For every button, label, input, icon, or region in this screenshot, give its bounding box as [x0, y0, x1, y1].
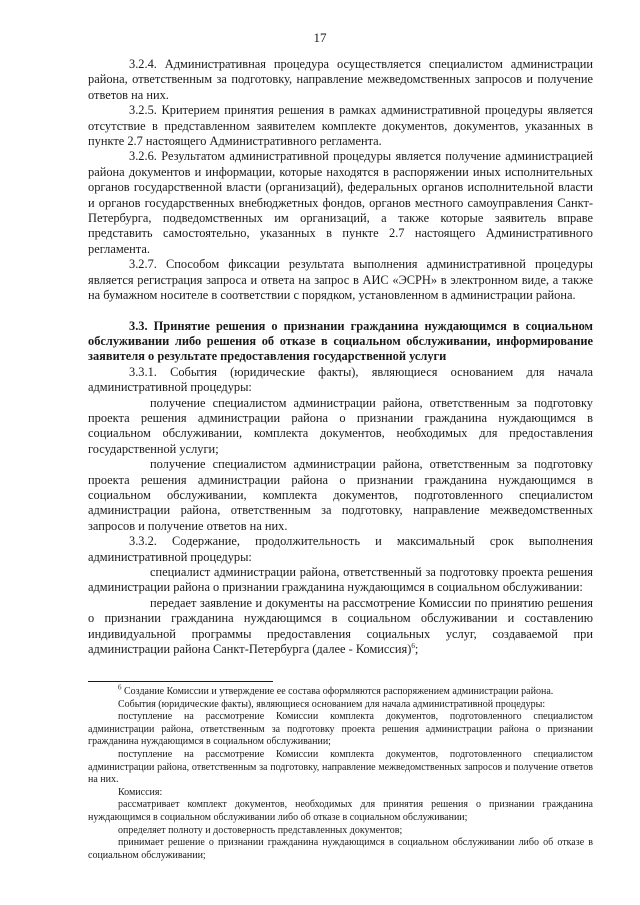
footnote-mark-6: 6 — [118, 683, 122, 692]
footnote-divider — [88, 681, 273, 682]
footnote-receipt-1: поступление на рассмотрение Комиссии комплекта документов, подготовленного специалистом администрации района, ответственным за подготовку проекта решения администрации района о признании гражданина нуждающимся в социальном обслуживании; — [88, 711, 593, 748]
footnote-decides: принимает решение о признании гражданина нуждающимся в социальном обслуживании либо об отказе в социальном обслуживании; — [88, 837, 593, 861]
footnote-6 — [88, 683, 593, 699]
transfer-text: передает заявление и документы на рассмотрение Комиссии по принятию решения о признании гражданина нуждающимся в социальном обслуживании и составлению индивидуальной программы предоставления социальных услуг, создаваемой при администрации района Санкт-Петербурга (далее - Комиссия) — [88, 595, 593, 657]
paragraph-3-2-4: 3.2.4. Административная процедура осуществляется специалистом администрации района, ответственным за подготовку, направление межведомственных запросов и получение ответов на них. — [88, 57, 593, 102]
paragraph-receipt-prepared-set: получение специалистом администрации района, ответственным за подготовку проекта решения администрации района о признании гражданина нуждающимся в социальном обслуживании, комплекта документов, подготовленного специалистом администрации района, ответственным за подготовку, направление межведомственных запросов и получение ответов на них. — [88, 457, 593, 533]
paragraph-3-3-1: 3.3.1. События (юридические факты), являющиеся основанием для начала административной процедуры: — [88, 364, 593, 395]
footnote-receipt-2: поступление на рассмотрение Комиссии комплекта документов, подготовленного специалистом администрации района, ответственным за подготовку, направление межведомственных запросов и получение ответов на них. — [88, 748, 593, 786]
footnote-commission: Комиссия: — [118, 786, 163, 798]
footnotes — [88, 683, 593, 862]
main-text — [88, 57, 593, 657]
transfer-end: ; — [414, 642, 419, 657]
footnote-events: События (юридические факты), являющиеся основанием для начала административной процедуры: — [118, 698, 546, 710]
paragraph-specialist: специалист администрации района, ответственный за подготовку проекта решения администрации района о признании гражданина нуждающимся в социальном обслуживании: — [88, 565, 593, 595]
paragraph-3-3-2: 3.3.2. Содержание, продолжительность и максимальный срок выполнения административной процедуры: — [88, 534, 593, 564]
paragraph-transfer-to-commission — [88, 596, 593, 658]
footnote-considers: рассматривает комплект документов, необходимых для принятия решения о признании гражданина нуждающимся в социальном обслуживании либо об отказе в социальном обслуживании; — [88, 799, 593, 823]
section-heading-3-3: 3.3. Принятие решения о признании гражданина нуждающимся в социальном обслуживании либо решения об отказе в социальном обслуживании, информирование заявителя о результате предоставления государственной услуги — [88, 318, 593, 364]
footnote-ref-6: 6 — [411, 641, 415, 650]
page-number: 17 — [313, 30, 327, 45]
footnote-6-text: Создание Комиссии и утверждение ее состава оформляются распоряжением администрации района. — [121, 686, 554, 697]
footnote-determines: определяет полноту и достоверность представленных документов; — [118, 824, 403, 836]
paragraph-3-2-7: 3.2.7. Способом фиксации результата выполнения административной процедуры является регистрация запроса и ответа на запрос в АИС «ЭСРН» в электронном виде, а также на бумажном носителе в соответствии с порядком, установленном в администрации района. — [88, 257, 593, 303]
paragraph-3-2-5: 3.2.5. Критерием принятия решения в рамках административной процедуры является отсутствие в представленном заявителем комплекте документов, документов, указанных в пункте 2.7 настоящего Административного регламента. — [88, 103, 593, 149]
paragraph-3-2-6: 3.2.6. Результатом административной процедуры является получение администрацией района документов и информации, которые находятся в распоряжении иных исполнительных органов государственной власти (организаций), федеральных органов исполнительной власти и органов государственных внебюджетных фондов, органов местного самоуправления Санкт-Петербурга, подведомственных им организаций, а также которые заявитель вправе представить самостоятельно, указанных в пункте 2.7 настоящего Административного регламента. — [88, 149, 593, 256]
paragraph-receipt-documents: получение специалистом администрации района, ответственным за подготовку проекта решения администрации района о признании гражданина нуждающимся в социальном обслуживании, комплекта документов, необходимых для предоставления государственной услуги; — [88, 395, 593, 456]
